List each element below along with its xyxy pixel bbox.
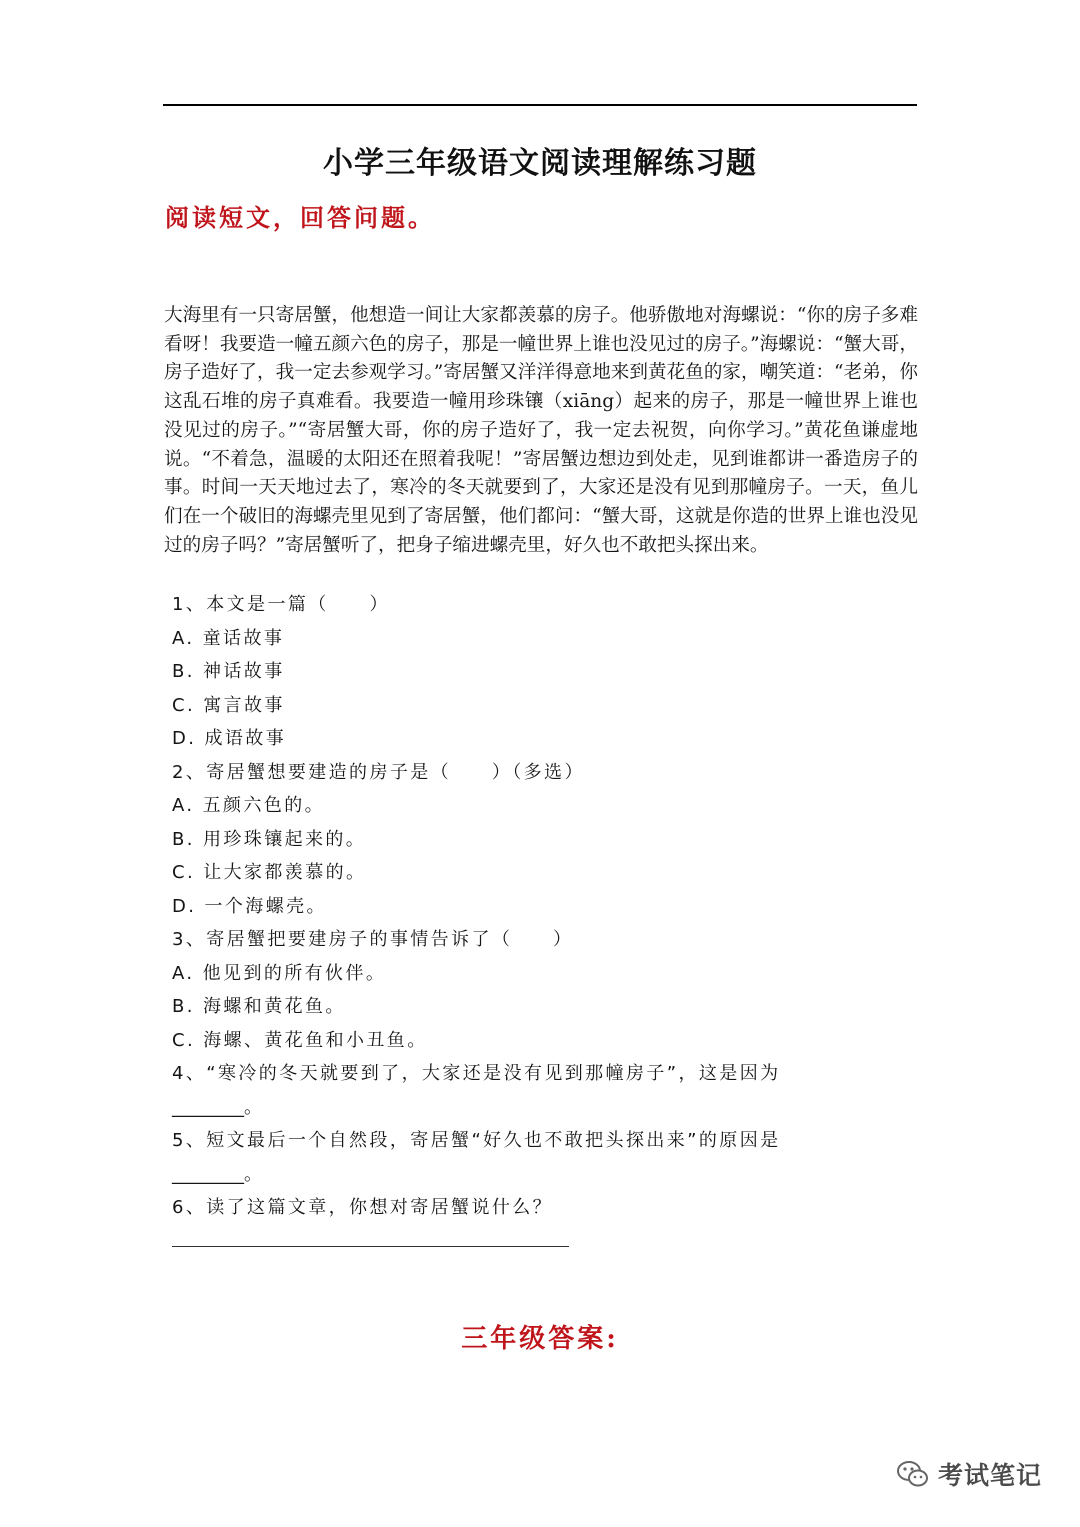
answer-blank-4: ________。 — [172, 1096, 262, 1118]
option-2d: D. 一个海螺壳。 — [172, 895, 327, 917]
watermark — [896, 1456, 1042, 1492]
page-title: 小学三年级语文阅读理解练习题 — [323, 146, 757, 181]
option-1a: A. 童话故事 — [172, 627, 285, 649]
watermark-text: 考试笔记 — [938, 1461, 1043, 1490]
question-list — [172, 588, 892, 1225]
option-1d: D. 成语故事 — [172, 728, 287, 749]
question-2: 2、寄居蟹想要建造的房子是（ ）（多选） — [172, 761, 585, 783]
question-5: 5、短文最后一个自然段，寄居蟹“好久也不敢把头探出来”的原因是 — [172, 1130, 781, 1151]
option-2c: C. 让大家都羡慕的。 — [172, 862, 367, 883]
answers-heading: 三年级答案: — [461, 1324, 619, 1354]
option-3a: A. 他见到的所有伙伴。 — [172, 962, 387, 984]
wechat-icon — [896, 1459, 930, 1489]
option-1b: B. 神话故事 — [172, 661, 285, 682]
option-2a: A. 五颜六色的。 — [172, 795, 326, 816]
top-divider — [163, 104, 917, 106]
instruction-heading: 阅读短文，回答问题。 — [165, 203, 435, 232]
answer-line-6 — [172, 1246, 569, 1247]
question-4: 4、“寒冷的冬天就要到了，大家还是没有见到那幢房子”，这是因为 — [172, 1063, 781, 1084]
option-3c: C. 海螺、黄花鱼和小丑鱼。 — [172, 1029, 428, 1051]
question-6: 6、读了这篇文章，你想对寄居蟹说什么？ — [172, 1197, 554, 1218]
answer-blank-5: ________。 — [172, 1163, 262, 1185]
question-1: 1、本文是一篇（ ） — [172, 594, 390, 615]
question-3: 3、寄居蟹把要建房子的事情告诉了（ ） — [172, 929, 574, 950]
reading-passage: 大海里有一只寄居蟹，他想造一间让大家都羡慕的房子。他骄傲地对海螺说：“你的房子多难看呀！我要造一幢五颜六色的房子，那是一幢世界上谁也没见过的房子。”海螺说：“蟹大哥，房子造好了，我一定去参观学习。”寄居蟹又洋洋得意地来到黄花鱼的家，嘲笑道：“老弟，你这乱石堆的房子真难看。我要造一幢用珍珠镶（xiāng）起来的房子，那是一幢世界上谁也没见过的房子。”“寄居蟹大哥，你的房子造好了，我一定去祝贺，向你学习。”黄花鱼谦虚地说。“不着急，温暖的太阳还在照着我呢！”寄居蟹边想边到处走，见到谁都讲一番造房子的事。时间一天天地过去了，寒冷的冬天就要到了，大家还是没有见到那幢房子。一天，鱼儿们在一个破旧的海螺壳里见到了寄居蟹，他们都问：“蟹大哥，这就是你造的世界上谁也没见过的房子吗？”寄居蟹听了，把身子缩进螺壳里，好久也不敢把头探出来。 — [164, 305, 918, 556]
option-1c: C. 寓言故事 — [172, 694, 285, 716]
option-3b: B. 海螺和黄花鱼。 — [172, 996, 346, 1017]
option-2b: B. 用珍珠镶起来的。 — [172, 828, 367, 850]
